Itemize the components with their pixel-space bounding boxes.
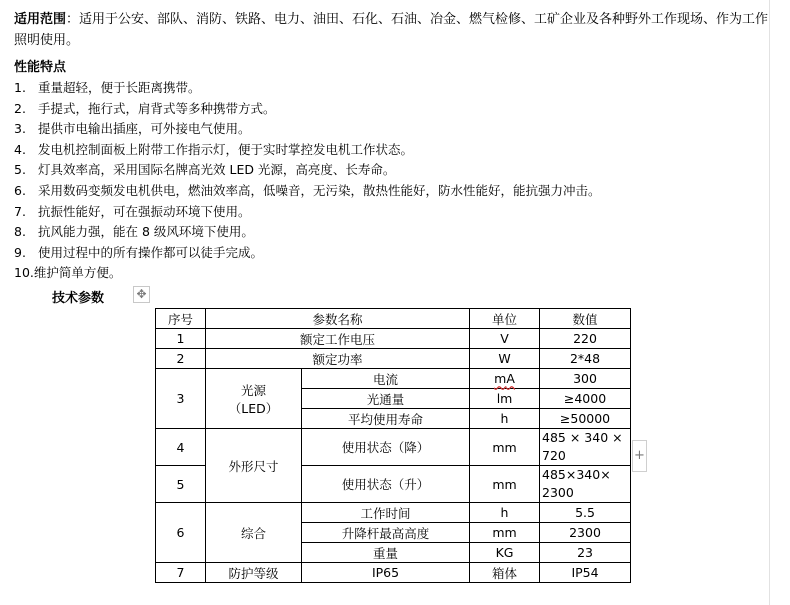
table-row: 6 综合 工作时间 h 5.5 xyxy=(156,503,631,523)
spec-table xyxy=(155,308,631,583)
list-item: 9. 使用过程中的所有操作都可以徒手完成。 xyxy=(14,244,264,260)
header-value: 数值 xyxy=(540,309,631,329)
page-edge xyxy=(769,0,770,605)
scope-text: ：适用于公安、部队、消防、铁路、电力、油田、石化、石油、冶金、燃气检修、工矿企业及各种野外工作现场、作为工作照明使用。 xyxy=(14,12,769,48)
header-unit: 单位 xyxy=(470,309,540,329)
light-source-group: 光源 （LED） xyxy=(206,369,302,429)
list-item: 2. 手提式，拖行式，肩背式等多种携带方式。 xyxy=(14,100,276,116)
scope-label: 适用范围 xyxy=(14,12,67,27)
list-item: 7. 抗振性能好，可在强振动环境下使用。 xyxy=(14,203,251,219)
features-heading: 性能特点 xyxy=(14,60,67,75)
table-row: 1 额定工作电压 V 220 xyxy=(156,329,631,349)
table-move-handle-icon[interactable]: ✥ xyxy=(133,286,150,303)
table-row: 重量 KG 23 xyxy=(156,543,631,563)
list-item: 8. 抗风能力强，能在 8 级风环境下使用。 xyxy=(14,224,254,240)
table-row: 7 防护等级 IP65 箱体 IP54 xyxy=(156,563,631,583)
table-header-row xyxy=(156,309,631,329)
scope-paragraph xyxy=(14,9,778,51)
list-item: 10.维护简单方便。 xyxy=(14,265,122,281)
list-item: 1. 重量超轻，便于长距离携带。 xyxy=(14,80,201,95)
table-row: 3 光源 （LED） 电流 mA 300 xyxy=(156,369,631,389)
size-group: 外形尺寸 xyxy=(206,429,302,503)
list-item: 5. 灯具效率高，采用国际名牌高光效 LED 光源，高亮度、长寿命。 xyxy=(14,162,396,178)
list-item: 6. 采用数码变频发电机供电，燃油效率高，低噪音，无污染，散热性能好，防水性能好，能抗强力冲击。 xyxy=(14,182,601,198)
list-item: 4. 发电机控制面板上附带工作指示灯，便于实时掌控发电机工作状态。 xyxy=(14,141,414,157)
table-row: 4 外形尺寸 使用状态（降） mm 485 × 340 × 720 xyxy=(156,429,631,466)
table-row: 平均使用寿命 h ≥50000 xyxy=(156,409,631,429)
tech-params-title: 技术参数 xyxy=(52,291,105,306)
list-item: 3. 提供市电输出插座，可外接电气使用。 xyxy=(14,121,251,137)
table-row: 升降杆最高高度 mm 2300 xyxy=(156,523,631,543)
general-group: 综合 xyxy=(206,503,302,563)
header-no: 序号 xyxy=(156,309,206,329)
unit-ma: mA xyxy=(494,371,515,386)
table-row: 5 使用状态（升） mm 485×340× 2300 xyxy=(156,466,631,503)
table-row: 光通量 lm ≥4000 xyxy=(156,389,631,409)
add-column-plus-icon[interactable]: + xyxy=(632,440,647,472)
header-param: 参数名称 xyxy=(206,309,470,329)
table-row: 2 额定功率 W 2*48 xyxy=(156,349,631,369)
features-list xyxy=(14,78,601,284)
